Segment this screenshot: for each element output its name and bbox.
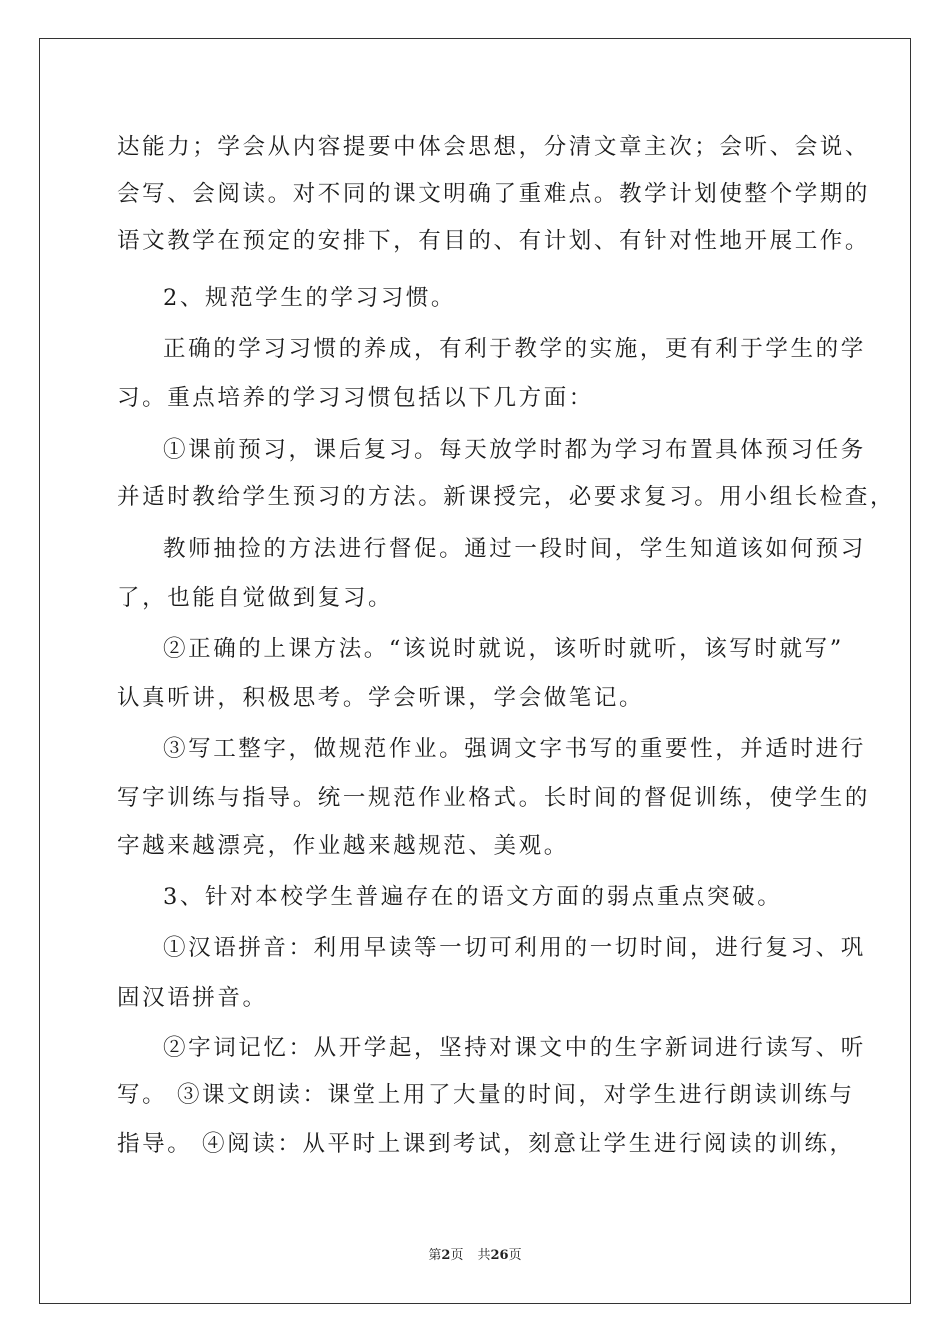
text-line: 教师抽捡的方法进行督促。通过一段时间，学生知道该如何预习 [163, 536, 866, 562]
text-line: 固汉语拼音。 [117, 985, 268, 1011]
text-line: 达能力；学会从内容提要中体会思想，分清文章主次；会听、会说、 [117, 134, 871, 160]
current-page-number: 2 [441, 1248, 451, 1263]
text-line: ①课前预习，课后复习。每天放学时都为学习布置具体预习任务 [163, 437, 866, 463]
section-heading: 2、规范学生的学习习惯。 [163, 285, 457, 311]
text-line: 语文教学在预定的安排下，有目的、有计划、有针对性地开展工作。 [117, 228, 871, 254]
total-page-count: 26 [490, 1248, 509, 1263]
text-line: 习。重点培养的学习习惯包括以下几方面： [117, 385, 594, 411]
total-suffix: 页 [508, 1248, 522, 1263]
page-suffix: 页 [450, 1248, 464, 1263]
text-line: 指导。 ④阅读：从平时上课到考试，刻意让学生进行阅读的训练， [117, 1131, 855, 1157]
section-heading: 3、针对本校学生普遍存在的语文方面的弱点重点突破。 [163, 884, 783, 910]
text-line: 写字训练与指导。统一规范作业格式。长时间的督促训练，使学生的 [117, 785, 871, 811]
text-line: ③写工整字，做规范作业。强调文字书写的重要性，并适时进行 [163, 736, 866, 762]
text-line: 了，也能自觉做到复习。 [117, 585, 394, 611]
text-line: 写。 ③课文朗读：课堂上用了大量的时间，对学生进行朗读训练与 [117, 1082, 855, 1108]
page-prefix: 第 [428, 1248, 442, 1263]
text-line: 正确的学习习惯的养成，有利于教学的实施，更有利于学生的学 [163, 336, 866, 362]
text-line: ②字词记忆：从开学起，坚持对课文中的生字新词进行读写、听 [163, 1035, 866, 1061]
text-line: 字越来越漂亮，作业越来越规范、美观。 [117, 833, 569, 859]
page-footer [0, 1247, 950, 1265]
text-line: 认真听讲，积极思考。学会听课，学会做笔记。 [117, 685, 645, 711]
text-line: 并适时教给学生预习的方法。新课授完，必要求复习。用小组长检查， [117, 484, 896, 510]
text-line: ②正确的上课方法。“该说时就说，该听时就听，该写时就写” [163, 636, 844, 662]
text-line: 会写、会阅读。对不同的课文明确了重难点。教学计划使整个学期的 [117, 181, 871, 207]
total-prefix: 共 [477, 1248, 491, 1263]
text-line: ①汉语拼音：利用早读等一切可利用的一切时间，进行复习、巩 [163, 935, 866, 961]
